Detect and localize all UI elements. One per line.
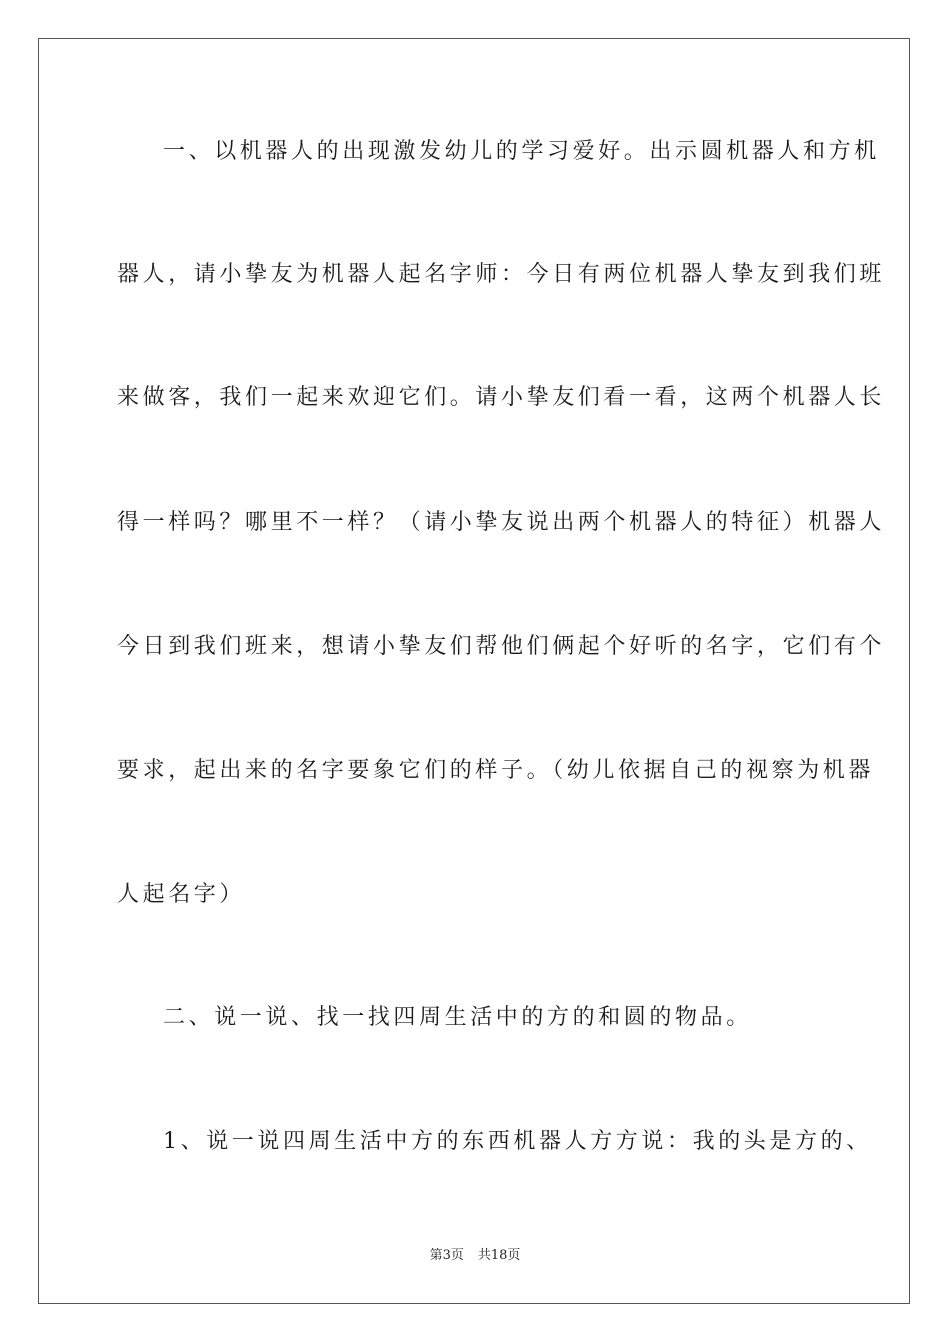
paragraph-line: 得一样吗？哪里不一样？（请小挚友说出两个机器人的特征）机器人 <box>117 510 886 535</box>
page-border <box>38 38 910 1304</box>
paragraph-line: 1、说一说四周生活中方的东西机器人方方说：我的头是方的、 <box>163 1129 872 1154</box>
paragraph-line: 来做客，我们一起来欢迎它们。请小挚友们看一看，这两个机器人长 <box>117 385 886 410</box>
paragraph-line: 今日到我们班来，想请小挚友们帮他们俩起个好听的名字，它们有个 <box>117 634 886 659</box>
page-number: 第3页 <box>429 1248 464 1263</box>
paragraph-line: 器人，请小挚友为机器人起名字师：今日有两位机器人挚友到我们班 <box>117 262 886 287</box>
paragraph-line: 人起名字） <box>117 882 246 907</box>
page-total: 共18页 <box>477 1248 521 1263</box>
paragraph-line: 二、说一说、找一找四周生活中的方的和圆的物品。 <box>163 1005 752 1030</box>
page-footer <box>0 1246 950 1266</box>
paragraph-line: 要求，起出来的名字要象它们的样子。（幼儿依据自己的视察为机器 <box>117 758 875 783</box>
paragraph-line: 一、以机器人的出现激发幼儿的学习爱好。出示圆机器人和方机 <box>163 139 880 164</box>
